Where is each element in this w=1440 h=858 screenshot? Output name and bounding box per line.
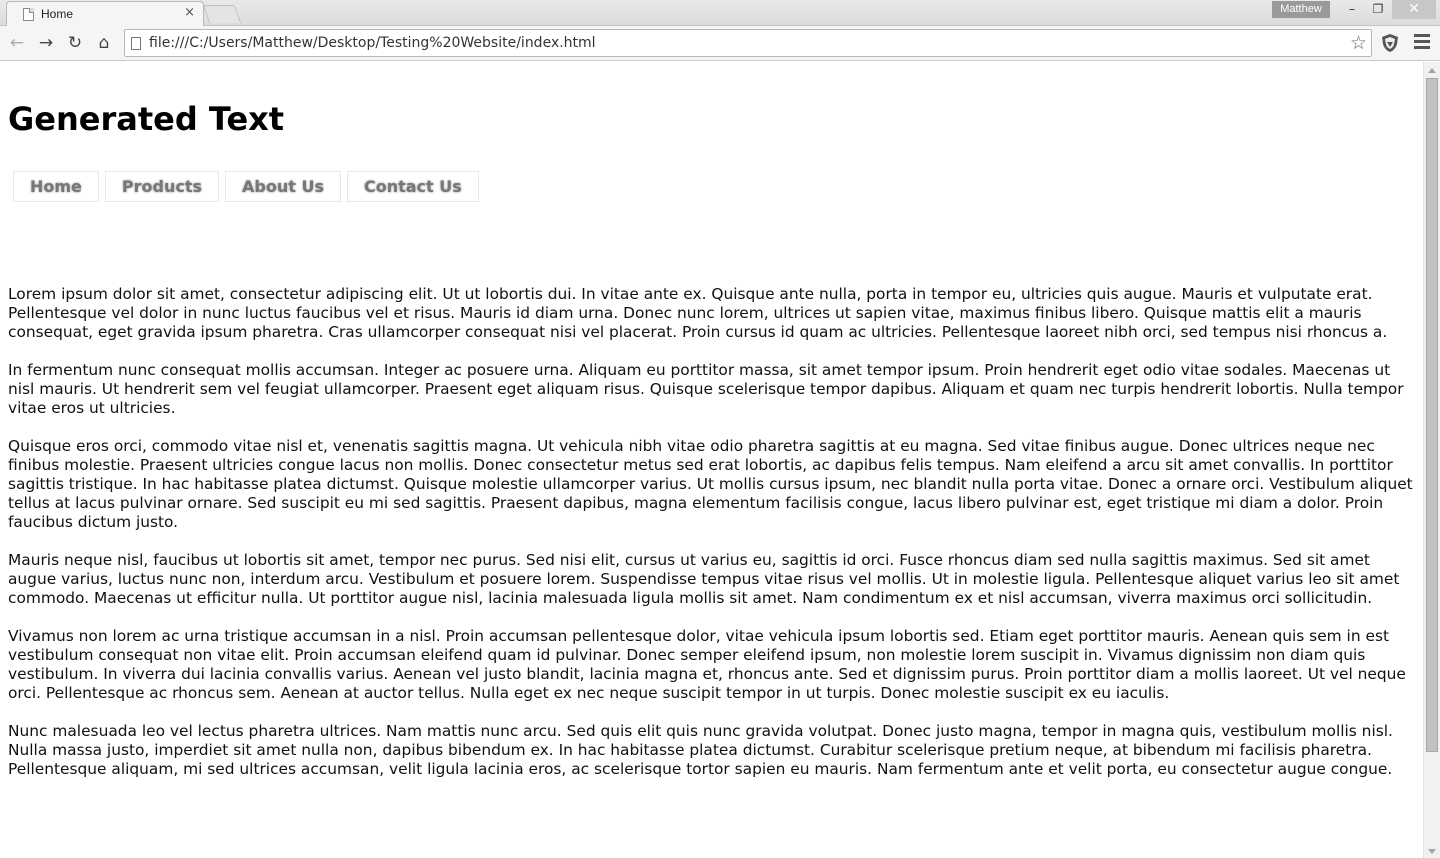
page-title: Generated Text	[8, 100, 285, 138]
new-tab-button[interactable]	[203, 5, 242, 23]
shield-extension-icon[interactable]	[1380, 33, 1400, 53]
reload-icon[interactable]: ↻	[67, 33, 83, 53]
restore-icon[interactable]: ❐	[1372, 2, 1384, 16]
scroll-up-arrow-icon[interactable]	[1428, 68, 1436, 73]
profile-button[interactable]: Matthew	[1272, 1, 1330, 18]
window-close-icon[interactable]: ✕	[1392, 0, 1436, 19]
nav-link-products[interactable]: Products	[105, 171, 219, 202]
forward-arrow-icon[interactable]: →	[38, 33, 54, 53]
tab-title: Home	[41, 7, 74, 21]
page-viewport	[0, 62, 1423, 858]
paragraph: Quisque eros orci, commodo vitae nisl et, venenatis sagittis magna. Ut vehicula nibh vitae odio pharetra sagittis at eu magna. Sed vitae finibus augue. Donec ultrices neque nec finibus molestie. Praesent ultricies congue lacus non mollis. Donec consectetur metus sed erat lobortis, ac dapibus felis tempus. Nam eleifend a arcu sit amet convallis. In porttitor sagittis tristique. In hac habitasse platea dictumst. Quisque molestie ullamcorper varius. Ut mollis cursus ipsum, nec blandit nulla porta vitae. Donec a ornare orci. Vestibulum aliquet tellus at lacus pulvinar ornare. Sed suscipit eu mi sed sagittis. Praesent dapibus, magna elementum facilisis congue, lacus libero pulvinar est, eget tristique mi diam a dolor. Proin faucibus dictum justo.	[8, 437, 1413, 531]
site-navigation	[13, 171, 479, 202]
back-arrow-icon[interactable]: ←	[9, 33, 25, 53]
page-icon	[23, 8, 34, 21]
nav-link-home[interactable]: Home	[13, 171, 99, 202]
scroll-down-arrow-icon[interactable]	[1428, 849, 1436, 854]
nav-link-about-us[interactable]: About Us	[225, 171, 341, 202]
paragraph: Mauris neque nisl, faucibus ut lobortis sit amet, tempor nec purus. Sed nisi elit, cursus ut varius eu, sagittis id orci. Fusce rhoncus diam sed nulla sagittis maximus. Sed sit amet augue varius, luctus nunc non, interdum arcu. Vestibulum et posuere lorem. Suspendisse tempus vitae risus vel mollis. Ut in molestie ligula. Pellentesque aliquet varius leo sit amet commodo. Maecenas ut efficitur nulla. Ut porttitor augue nisl, lacinia malesuada ligula mollis sit amet. Nam condimentum ex et nisl accumsan, viverra maximus orci sollicitudin.	[8, 551, 1400, 607]
page-content	[8, 285, 1414, 798]
url-text[interactable]: file:///C:/Users/Matthew/Desktop/Testing%20Website/index.html	[149, 35, 596, 51]
nav-link-contact-us[interactable]: Contact Us	[347, 171, 479, 202]
menu-icon[interactable]	[1414, 34, 1430, 52]
browser-tab-home[interactable]	[6, 1, 204, 26]
minimize-icon[interactable]: –	[1349, 2, 1355, 16]
browser-title-bar	[0, 0, 1440, 26]
paragraph: Lorem ipsum dolor sit amet, consectetur adipiscing elit. Ut ut lobortis dui. In vitae ante ex. Quisque ante nulla, porta in tempor eu, ultricies quis augue. Mauris et vulputate erat. Pellentesque vel dolor in nunc luctus faucibus vel et risus. Mauris id diam urna. Donec nunc lorem, ultrices ut sapien vitae, maximus finibus libero. Quisque mattis elit a mauris consequat, eget gravida ipsum pharetra. Cras ullamcorper consequat nisi vel placerat. Proin cursus id quam ac ultricies. Pellentesque laoreet nibh orci, sed tempus nisi rhoncus a.	[8, 285, 1388, 341]
page-icon	[131, 37, 141, 50]
scrollbar-thumb[interactable]	[1426, 78, 1438, 752]
vertical-scrollbar[interactable]	[1423, 62, 1440, 858]
home-icon[interactable]: ⌂	[98, 33, 110, 53]
paragraph: Vivamus non lorem ac urna tristique accumsan in a nisl. Proin accumsan pellentesque dolor, vitae vehicula ipsum lobortis sed. Etiam eget porttitor mauris. Aenean quis sem in est vestibulum consequat non vitae elit. Proin accumsan eleifend quam id pulvinar. Donec semper eleifend ipsum, non molestie lorem suscipit in. Vivamus dignissim non diam quis vestibulum. In viverra dui lacinia convallis varius. Aenean vel justo blandit, lacinia magna et, rhoncus ante. Sed et dignissim purus. Proin porttitor diam a mollis laoreet. Ut vel neque orci. Pellentesque ac rhoncus sem. Aenean at auctor tellus. Nulla eget ex nec neque suscipit tempor in ut turpis. Donec molestie suscipit ex eu iaculis.	[8, 627, 1406, 702]
bookmark-star-icon[interactable]: ☆	[1349, 32, 1367, 54]
paragraph: In fermentum nunc consequat mollis accumsan. Integer ac posuere urna. Aliquam eu porttitor massa, sit amet tempor ipsum. Proin hendrerit eget odio vitae sodales. Maecenas ut nisl mauris. Ut hendrerit sem vel feugiat ullamcorper. Praesent eget aliquam risus. Quisque scelerisque tempor dapibus. Aliquam et quam nec turpis hendrerit lobortis. Nulla tempor vitae eros ut ultricies.	[8, 361, 1404, 417]
tab-close-icon[interactable]: ×	[184, 5, 195, 20]
browser-toolbar	[0, 26, 1440, 61]
paragraph: Nunc malesuada leo vel lectus pharetra ultrices. Nam mattis nunc arcu. Sed quis elit quis nunc gravida volutpat. Donec justo magna, tempor in magna quis, vestibulum mollis nisl. Nulla massa justo, imperdiet sit amet nulla non, dapibus bibendum ex. In hac habitasse platea dictumst. Curabitur scelerisque pretium neque, at bibendum mi facilisis pharetra. Pellentesque aliquam, mi sed ultrices accumsan, velit ligula lacinia eros, ac scelerisque tortor sapien eu mauris. Nam fermentum ante et velit porta, eu consectetur augue congue.	[8, 722, 1393, 778]
address-bar[interactable]	[124, 29, 1372, 57]
